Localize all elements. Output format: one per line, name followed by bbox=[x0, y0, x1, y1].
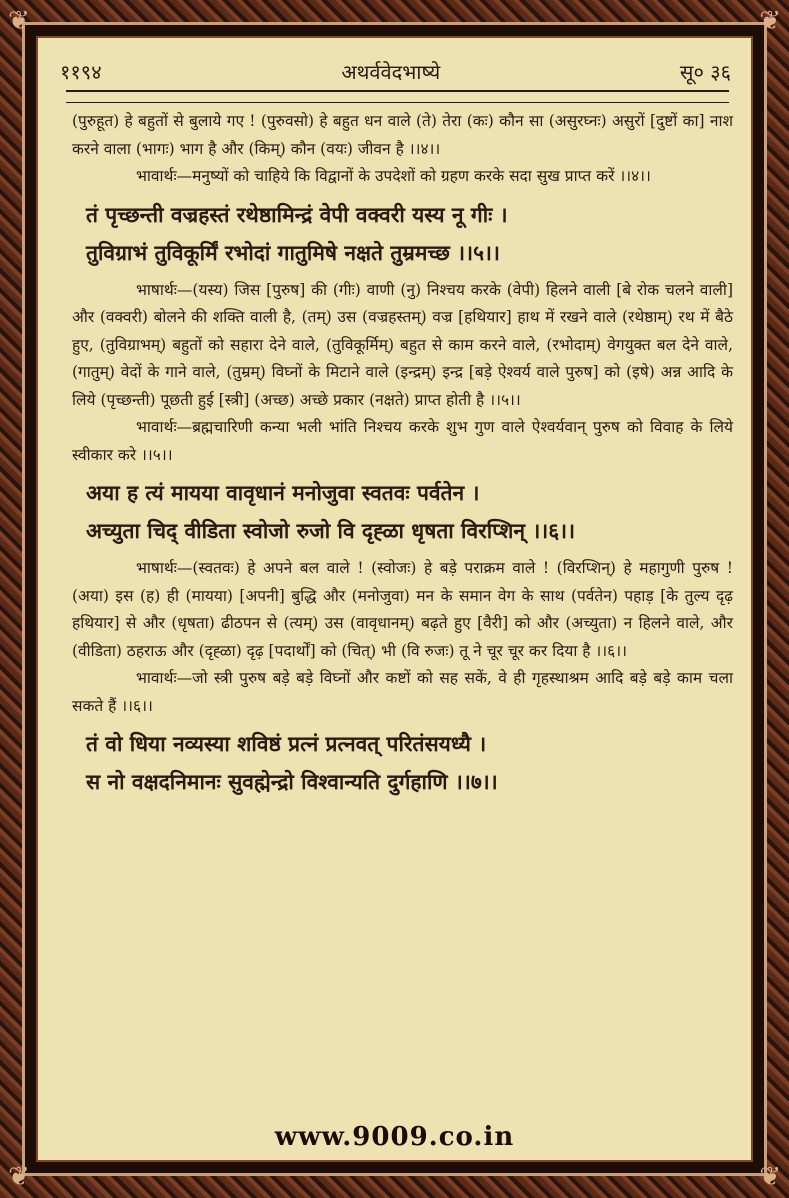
corner-ornament-icon: ❦ bbox=[8, 6, 30, 36]
verse-line: अच्युता चिद् वीडिता स्वोजो रुजो वि दृह्ळा धृषता विरप्शिन् ।।६।। bbox=[86, 518, 576, 543]
book-page bbox=[36, 36, 753, 1162]
corner-ornament-icon: ❦ bbox=[8, 1162, 30, 1192]
sukta-number: सू० ३६ bbox=[679, 59, 731, 84]
verse-line: अया ह त्यं मायया वावृधानं मनोजुवा स्वतवः पर्वतेन । bbox=[86, 480, 480, 505]
verse-line: तं पृच्छन्ती वज्रहस्तं रथेष्ठामिन्द्रं वेपी वक्वरी यस्य नू गीः । bbox=[86, 201, 508, 227]
corner-ornament-icon: ❦ bbox=[759, 6, 781, 36]
verse-line: तं वो धिया नव्यस्या शविष्ठं प्रत्नं प्रत्नवत् परितंसयध्यै । bbox=[86, 731, 487, 756]
meaning-paragraph: भावार्थः—मनुष्यों को चाहिये कि विद्वानों के उपदेशों को ग्रहण करके सदा सुख प्राप्त करें ।।४।। bbox=[136, 167, 651, 185]
header-rule bbox=[66, 90, 729, 103]
website-footer bbox=[38, 1122, 751, 1162]
website-link[interactable]: www.9009.co.in bbox=[265, 1122, 525, 1152]
book-title: अथर्ववेदभाष्ये bbox=[341, 59, 441, 84]
verse-line: स नो वक्षदनिमानः सुवह्मेन्द्रो विश्वान्यति दुर्गहाणि ।।७।। bbox=[86, 769, 498, 794]
meaning-paragraph: भावार्थः—जो स्त्री पुरुष बड़े बड़े विघ्नों और कष्टों को सह सकें, वे ही गृहस्थाश्रम आदि बड़े बड़े काम चला सकते हैं ।।६।। bbox=[72, 669, 733, 715]
translation-paragraph: भाषार्थः—(यस्य) जिस [पुरुष] की (गीः) वाणी (नु) निश्चय करके (वेपी) हिलने वाली [बे रोक चलने वाली] और (वक्वरी) बोलने की शक्ति वाली है, (तम्) उस (वज्रहस्तम्) वज्र [हथियार] हाथ में रखने वाले (रथेष्ठाम्) रथ में बैठे हुए, (तुविग्राभम्) बहुतों को सहारा देने वाले, (तुविकूर्मिम्) बहुत से काम करने वाले, (रभोदाम्) वेगयुक्त बल देने वाले, (गातुम्) वेदों के गाने वाले, (तुम्रम्) विघ्नों के मिटाने वाले (इन्द्रम्) इन्द्र [बड़े ऐश्वर्य वाले पुरुष] को (इषे) अन्न आदि के लिये (पृच्छन्ती) पूछती हुई [स्त्री] (अच्छ) अच्छे प्रकार (नक्षते) प्राप्त होती है ।।५।। bbox=[72, 280, 733, 409]
translation-paragraph: भाषार्थः—(स्वतवः) हे अपने बल वाले ! (स्वोजः) हे बड़े पराक्रम वाले ! (विरप्शिन्) हे महागुणी पुरुष ! (अया) इस (ह) ही (मायया) [अपनी] बुद्धि और (मनोजुवा) मन के समान वेग के साथ (पर्वतेन) पहाड़ [के तुल्य दृढ़ हथियार] से और (धृषता) ढीठपन से (त्यम्) उस (वावृधानम्) बढ़ते हुए [वैरी] को और (अच्युता) न हिलने वाले, और (वीडिता) ठहराऊ और (दृह्ळा) दृढ़ [पदार्थों] को (चित्) भी (वि रुजः) तू ने चूर चूर कर दिया है ।।६।। bbox=[72, 559, 733, 660]
page-number: ११९४ bbox=[60, 59, 102, 84]
translation-paragraph: (पुरुहूत) हे बहुतों से बुलाये गए ! (पुरुवसो) हे बहुत धन वाले (ते) तेरा (कः) कौन सा (असुरघ्नः) असुरों [दुष्टों का] नाश करने वाला (भागः) भाग है और (किम्) कौन (वयः) जीवन है ।।४।। bbox=[72, 112, 733, 158]
corner-ornament-icon: ❦ bbox=[759, 1162, 781, 1192]
page-content bbox=[72, 108, 733, 806]
page-header bbox=[60, 56, 731, 86]
verse-line: तुविग्राभं तुविकूर्मिं रभोदां गातुमिषे नक्षते तुम्रमच्छ ।।५।। bbox=[86, 239, 500, 265]
meaning-paragraph: भावार्थः—ब्रह्मचारिणी कन्या भली भांति निश्चय करके शुभ गुण वाले ऐश्वर्यवान् पुरुष को विवाह के लिये स्वीकार करे ।।५।। bbox=[72, 418, 733, 464]
